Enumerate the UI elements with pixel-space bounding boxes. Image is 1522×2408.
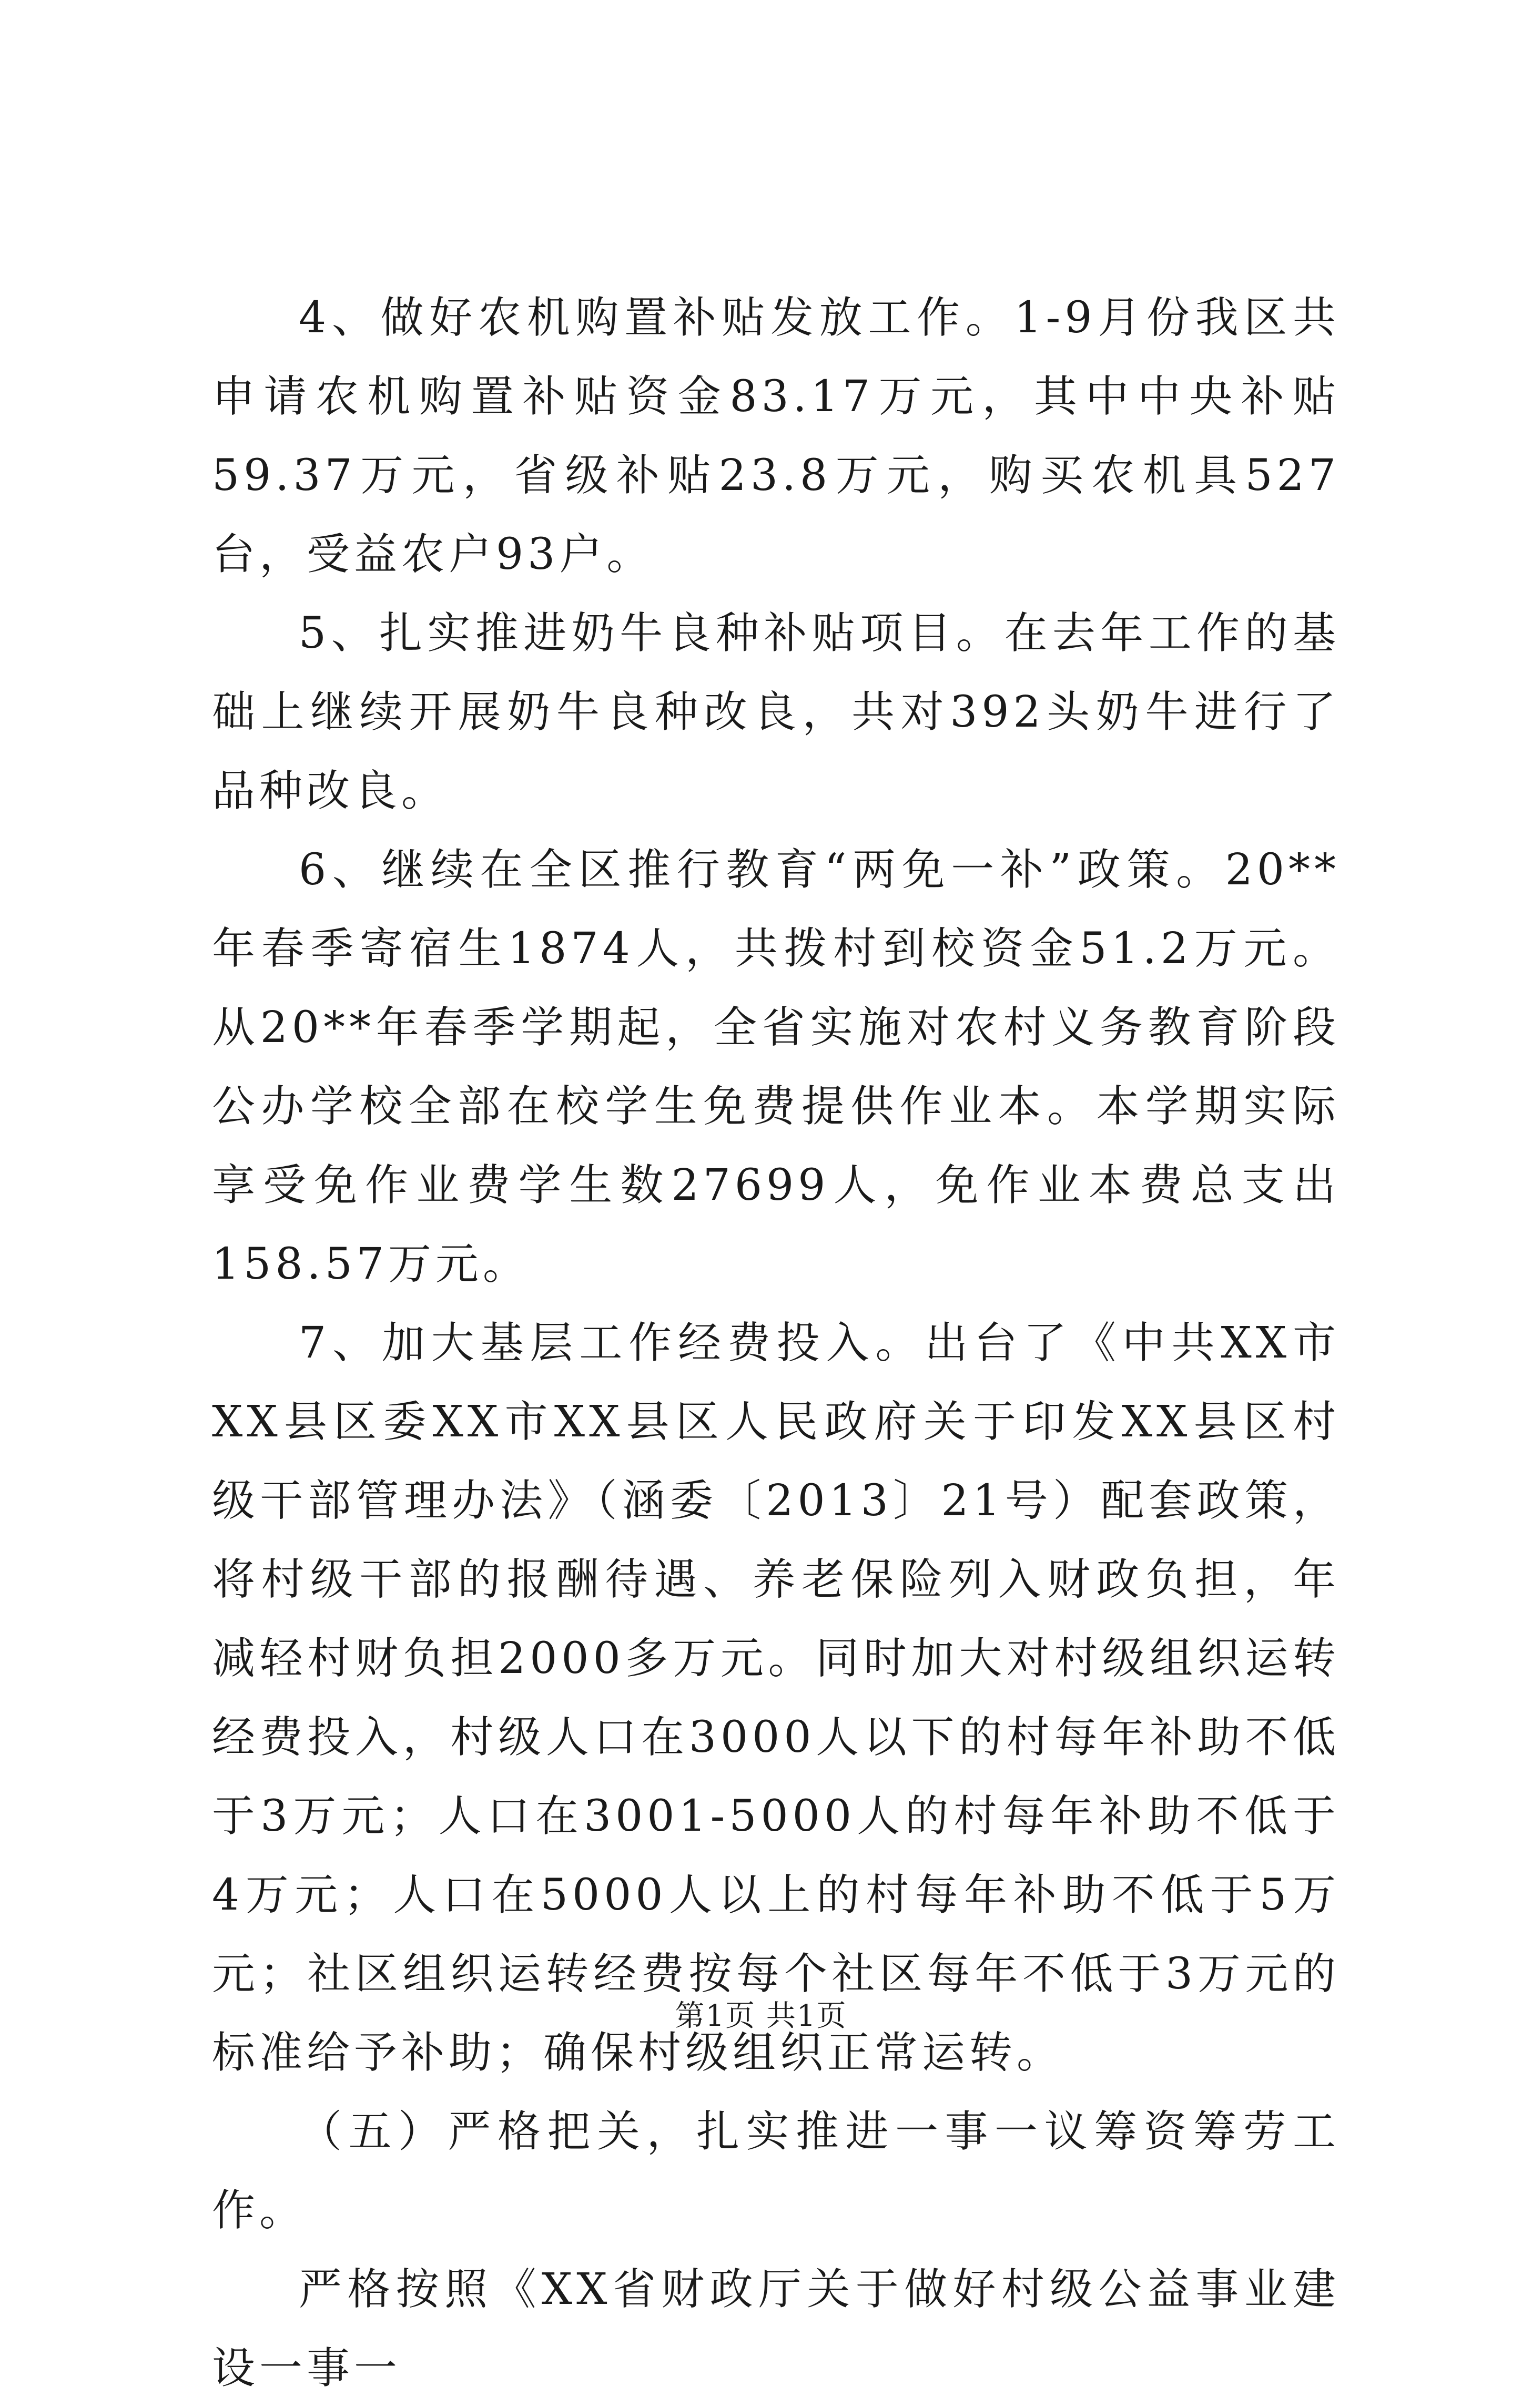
paragraph-education-policy: 6、继续在全区推行教育“两免一补”政策。20**年春季寄宿生1874人，共拨村到校资金51.2万元。从20**年春季学期起，全省实施对农村义务教育阶段公办学校全部在校学生免费提供作业本。本学期实际享受免作业费学生数27699人，免作业本费总支出158.57万元。 — [212, 845, 1340, 1289]
paragraph-one-matter-one-discussion: 严格按照《XX省财政厅关于做好村级公益事业建设一事一 — [212, 2264, 1340, 2393]
section-heading-five: （五）严格把关，扎实推进一事一议筹资筹劳工作。 — [212, 2107, 1340, 2236]
paragraph-farm-machinery-subsidy: 4、做好农机购置补贴发放工作。1-9月份我区共申请农机购置补贴资金83.17万元，其中中央补贴59.37万元，省级补贴23.8万元，购买农机具527台，受益农户93户。 — [212, 293, 1340, 579]
document-body — [212, 279, 1340, 2408]
paragraph-dairy-cattle-subsidy: 5、扎实推进奶牛良种补贴项目。在去年工作的基础上继续开展奶牛良种改良，共对392头奶牛进行了品种改良。 — [212, 608, 1340, 816]
page-footer: 第1页 共1页 — [675, 1999, 847, 2033]
paragraph-grassroots-funding: 7、加大基层工作经费投入。出台了《中共XX市XX县区委XX市XX县区人民政府关于印发XX县区村级干部管理办法》（涵委〔2013〕21号）配套政策，将村级干部的报酬待遇、养老保险列入财政负担，年减轻村财负担2000多万元。同时加大对村级组织运转经费投入，村级人口在3000人以下的村每年补助不低于3万元；人口在3001-5000人的村每年补助不低于4万元；人口在5000人以上的村每年补助不低于5万元；社区组织运转经费按每个社区每年不低于3万元的标准给予补助；确保村级组织正常运转。 — [212, 1318, 1340, 2078]
